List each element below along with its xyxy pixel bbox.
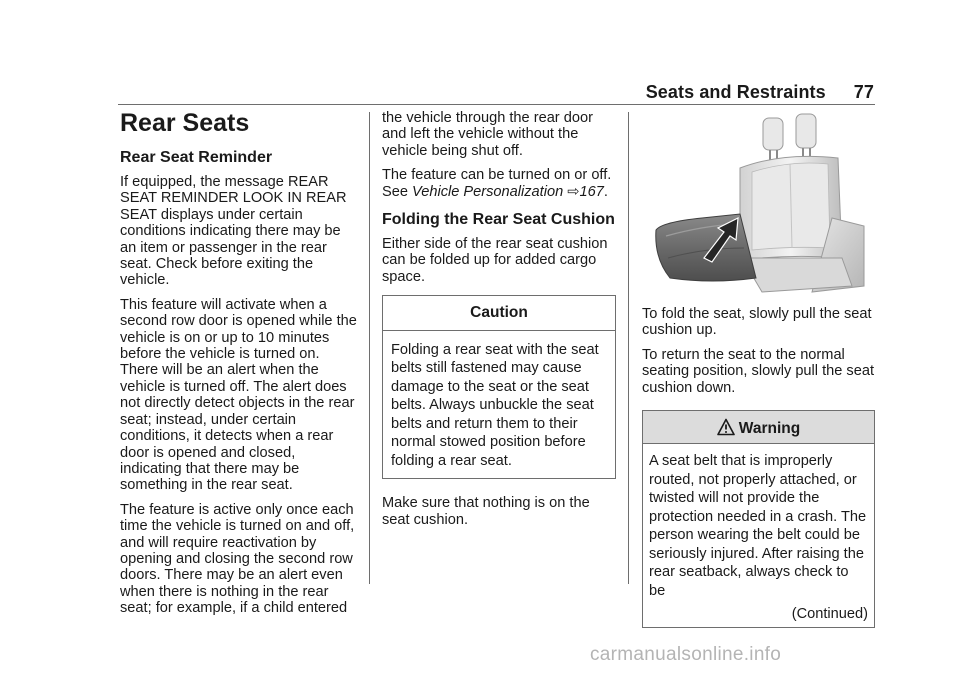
- header-rule: [118, 104, 875, 105]
- caution-box: [382, 295, 616, 479]
- body-paragraph: the vehicle through the rear door and left the vehicle without the vehicle being shut off.: [382, 110, 593, 159]
- body-paragraph: To return the seat to the normal seating position, slowly pull the seat cushion down.: [642, 346, 875, 396]
- watermark: carmanualsonline.info: [590, 644, 782, 665]
- cross-reference-link[interactable]: Vehicle Personalization: [412, 183, 564, 200]
- warning-triangle-icon: [717, 418, 735, 436]
- section-heading: Folding the Rear Seat Cushion: [382, 211, 615, 229]
- see-prefix: See: [382, 183, 408, 200]
- body-paragraph: If equipped, the message REAR SEAT REMINDER LOOK IN REAR SEAT displays under certain conditions indicating there may be an item or passenger in the rear seat. Check before exiting the vehicle.: [120, 174, 347, 289]
- page-ref-arrow-icon: ⇨: [567, 183, 580, 200]
- column-right: [642, 108, 875, 628]
- toggle-sentence: The feature can be turned on or off.: [382, 167, 612, 184]
- column-divider: [369, 112, 370, 584]
- caution-body: Folding a rear seat with the seat belts still fastened may cause damage to the seat or the seat belts. Always unbuckle the seat belts and return them to their normal stowed position before folding a rear seat.: [391, 341, 599, 469]
- body-paragraph: To fold the seat, slowly pull the seat cushion up.: [642, 306, 872, 339]
- caution-title: Caution: [383, 296, 615, 330]
- continued-label: (Continued): [791, 606, 868, 623]
- warning-box: [642, 410, 875, 628]
- body-paragraph: Make sure that nothing is on the seat cushion.: [382, 495, 590, 528]
- body-paragraph: [382, 167, 616, 200]
- folded-seat-illustration: [642, 108, 870, 298]
- column-left: [120, 108, 358, 625]
- punctuation: .: [603, 183, 608, 200]
- column-divider: [628, 112, 629, 584]
- warning-title: Warning: [738, 420, 801, 438]
- cross-reference-page[interactable]: 167: [579, 183, 604, 200]
- body-paragraph: The feature is active only once each time the vehicle is turned on and off, and will require reactivation by opening and closing the second row doors. There may be an alert even when there is nothing in the rear seat; for example, if a child entered: [120, 501, 355, 617]
- body-paragraph: This feature will activate when a second row door is opened while the vehicle is on or up to 10 minutes before the vehicle is turned on. There will be an alert when the vehicle is turned off. The alert does not directly detect objects in the rear seat; instead, under certain conditions, it detects when a rear door is opened and closed, indicating that there may be something in the rear seat.: [120, 296, 357, 494]
- section-heading: Rear Seat Reminder: [120, 149, 273, 166]
- warning-body: A seat belt that is improperly routed, not properly attached, or twisted will not provide the protection needed in a crash. The person wearing the belt could be seriously injured. After raising the rear seatback, always check to be: [649, 453, 867, 599]
- body-paragraph: Either side of the rear seat cushion can be folded up for added cargo space.: [382, 236, 608, 285]
- page-title: Rear Seats: [120, 109, 250, 137]
- section-name: Seats and Restraints: [645, 82, 826, 102]
- column-middle: [382, 110, 616, 536]
- seat-illustration: [642, 108, 870, 298]
- page-number: 77: [853, 82, 874, 102]
- warning-title-bar: [643, 411, 874, 444]
- running-header: [560, 82, 874, 103]
